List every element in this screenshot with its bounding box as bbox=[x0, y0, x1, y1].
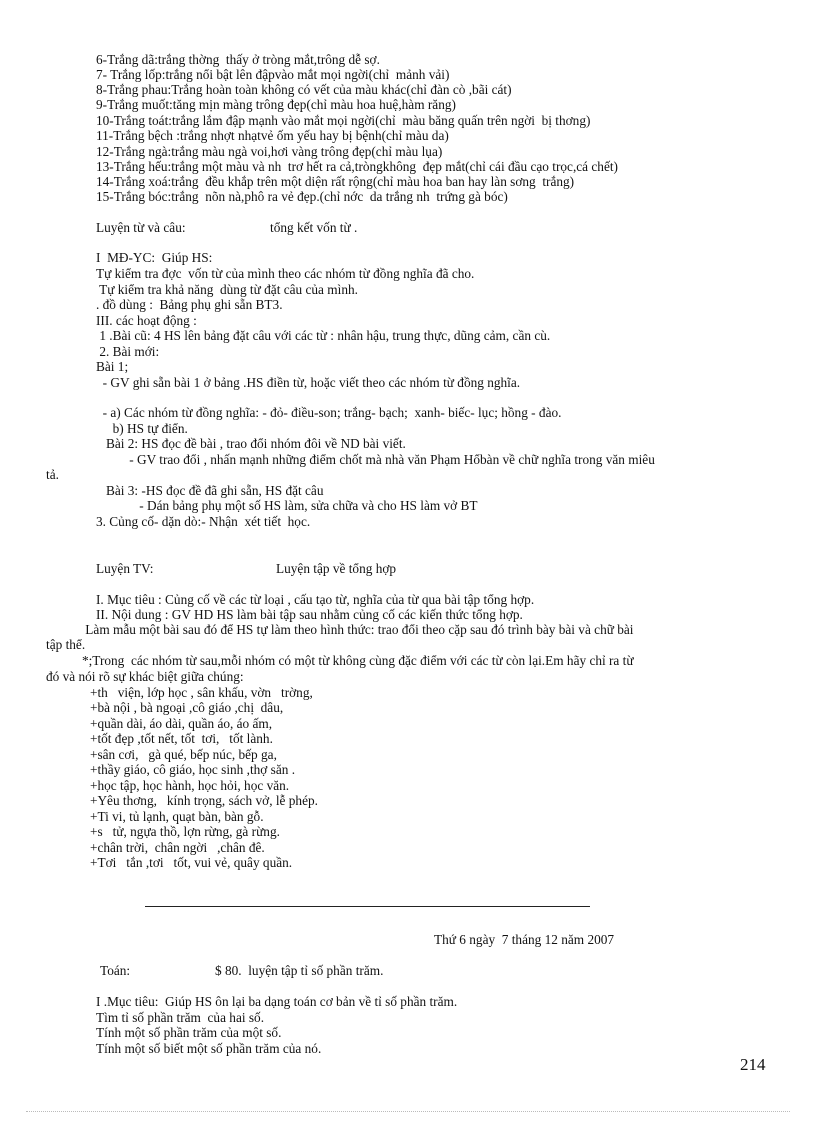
ltv-line: +Ti vi, tủ lạnh, quạt bàn, bàn gỗ. bbox=[70, 809, 264, 824]
ltv-line: +tốt đẹp ,tốt nết, tốt tơi, tốt lành. bbox=[70, 731, 273, 746]
ltv-line: +chân trời, chân ngời ,chân đê. bbox=[70, 840, 265, 855]
ltvc-heading: Luyện từ và câu: bbox=[96, 220, 186, 235]
color-line-11: 11-Trắng bệch :trắng nhợt nhạtvẻ ốm yếu hay bị bệnh(chỉ màu da) bbox=[96, 128, 449, 143]
color-line-6: 6-Trắng dã:trắng thờng thấy ở tròng mắt,trông dễ sợ. bbox=[96, 52, 380, 67]
ltv-line: +thầy giáo, cô giáo, học sinh ,thợ săn . bbox=[70, 762, 296, 777]
ltv-title: Luyện tập về tổng hợp bbox=[276, 561, 397, 576]
ltvc-line: Bài 3: -HS đọc đề đã ghi sẵn, HS đặt câu bbox=[96, 483, 324, 498]
color-line-8: 8-Trắng phau:Trắng hoàn toàn không có vết của màu khác(chỉ đàn cò ,bãi cát) bbox=[96, 82, 512, 97]
page-number: 214 bbox=[740, 1055, 766, 1074]
ltvc-line: 1 .Bài cũ: 4 HS lên bảng đặt câu với các từ : nhân hậu, trung thực, dũng cảm, cần cù. bbox=[96, 328, 551, 343]
toan-title: $ 80. luyện tập tỉ số phần trăm. bbox=[215, 963, 384, 978]
ltv-line: +bà nội , bà ngoại ,cô giáo ,chị dâu, bbox=[70, 700, 284, 715]
ltvc-line: b) HS tự điển. bbox=[96, 421, 188, 436]
date-line: Thứ 6 ngày 7 tháng 12 năm 2007 bbox=[434, 932, 615, 947]
color-line-13: 13-Trắng hếu:trắng một màu và nh trơ hết ra cả,tròngkhông đẹp mắt(chỉ cái đầu cạo trọc,cá chết) bbox=[96, 159, 618, 174]
ltvc-line: tả. bbox=[46, 467, 59, 482]
toan-line: Tính một số biết một số phần trăm của nó. bbox=[96, 1041, 322, 1056]
ltvc-line: - GV ghi sẵn bài 1 ở bảng .HS điền từ, hoặc viết theo các nhóm từ đồng nghĩa. bbox=[96, 375, 521, 390]
ltvc-line: Bài 1; bbox=[96, 359, 129, 374]
ltv-line: Làm mẫu một bài sau đó để HS tự làm theo hình thức: trao đổi theo cặp sau đó trình bày bài và chữ bài bbox=[72, 622, 634, 637]
ltvc-line: - GV trao đổi , nhấn mạnh những điểm chốt mà nhà văn Phạm Hổbàn về chữ nghĩa trong văn miêu bbox=[96, 452, 655, 467]
ltv-line: +sân cơi, gà qué, bếp núc, bếp ga, bbox=[70, 747, 277, 762]
color-line-7: 7- Trắng lốp:trắng nổi bật lên đậpvào mắt mọi ngời(chỉ mảnh vải) bbox=[96, 67, 450, 82]
ltvc-line: 3. Củng cố- dặn dò:- Nhận xét tiết học. bbox=[96, 514, 311, 529]
ltvc-line: Bài 2: HS đọc đề bài , trao đổi nhóm đôi về ND bài viết. bbox=[96, 436, 406, 451]
ltv-line: tập thể. bbox=[46, 637, 86, 652]
ltv-line: +Yêu thơng, kính trọng, sách vở, lễ phép. bbox=[70, 793, 318, 808]
toan-line: I .Mục tiêu: Giúp HS ôn lại ba dạng toán cơ bản về tỉ số phần trăm. bbox=[96, 994, 458, 1009]
ltvc-line: Tự kiểm tra khả năng dùng từ đặt câu của mình. bbox=[96, 282, 358, 297]
color-line-12: 12-Trắng ngà:trắng màu ngà voi,hơi vàng trông đẹp(chỉ màu lụa) bbox=[96, 144, 443, 159]
ltv-heading: Luyện TV: bbox=[96, 561, 154, 576]
ltv-line: +học tập, học hành, học hỏi, học văn. bbox=[70, 778, 290, 793]
ltvc-line: I MĐ-YC: Giúp HS: bbox=[96, 250, 213, 265]
color-line-9: 9-Trắng muốt:tăng mịn màng trông đẹp(chỉ màu hoa huệ,hàm răng) bbox=[96, 97, 456, 112]
ltv-line: *;Trong các nhóm từ sau,mỗi nhóm có một từ không cùng đặc điểm với các từ còn lại.Em hãy chỉ ra từ bbox=[62, 653, 634, 668]
ltv-line: +s tử, ngựa thồ, lợn rừng, gà rừng. bbox=[70, 824, 280, 839]
ltvc-line: III. các hoạt động : bbox=[96, 313, 197, 328]
ltvc-line: - Dán bảng phụ một số HS làm, sửa chữa và cho HS làm vở BT bbox=[96, 498, 478, 513]
page-bottom-border bbox=[26, 1111, 790, 1112]
ltvc-line: . đồ dùng : Bảng phụ ghi sẵn BT3. bbox=[96, 297, 283, 312]
toan-line: Tìm tỉ số phần trăm của hai số. bbox=[96, 1010, 265, 1025]
ltv-line: đó và nói rõ sự khác biệt giữa chúng: bbox=[46, 669, 244, 684]
ltv-line: I. Mục tiêu : Củng cố về các từ loại , cấu tạo từ, nghĩa của từ qua bài tập tổng hợp. bbox=[96, 592, 535, 607]
ltvc-line: - a) Các nhóm từ đồng nghĩa: - đỏ- điều-son; trắng- bạch; xanh- biếc- lục; hồng - đào. bbox=[96, 405, 562, 420]
ltv-line: +Tơi tắn ,tơi tốt, vui vẻ, quây quần. bbox=[70, 855, 293, 870]
toan-heading: Toán: bbox=[100, 963, 131, 978]
ltv-line: +th viện, lớp học , sân khấu, vờn trờng, bbox=[70, 685, 313, 700]
color-line-15: 15-Trắng bóc:trắng nõn nà,phô ra vẻ đẹp.(chỉ nớc da trắng nh trứng gà bóc) bbox=[96, 189, 508, 204]
color-line-10: 10-Trắng toát:trắng lắm đập mạnh vào mắt mọi ngời(chỉ màu băng quấn trên ngời bị thơng) bbox=[96, 113, 591, 128]
color-line-14: 14-Trắng xoá:trắng đều khắp trên một diện rất rộng(chỉ màu hoa ban hay làn sơng trắng) bbox=[96, 174, 575, 189]
ltv-line: II. Nội dung : GV HD HS làm bài tập sau nhằm củng cố các kiến thức tổng hợp. bbox=[96, 607, 523, 622]
ltvc-line: Tự kiểm tra đợc vốn từ của mình theo các nhóm từ đồng nghĩa đã cho. bbox=[96, 266, 475, 281]
section-divider bbox=[145, 906, 590, 907]
ltv-line: +quần dài, áo dài, quần áo, áo ấm, bbox=[70, 716, 273, 731]
toan-line: Tính một số phần trăm của một số. bbox=[96, 1025, 282, 1040]
ltvc-title: tổng kết vốn từ . bbox=[270, 220, 358, 235]
ltvc-line: 2. Bài mới: bbox=[96, 344, 160, 359]
